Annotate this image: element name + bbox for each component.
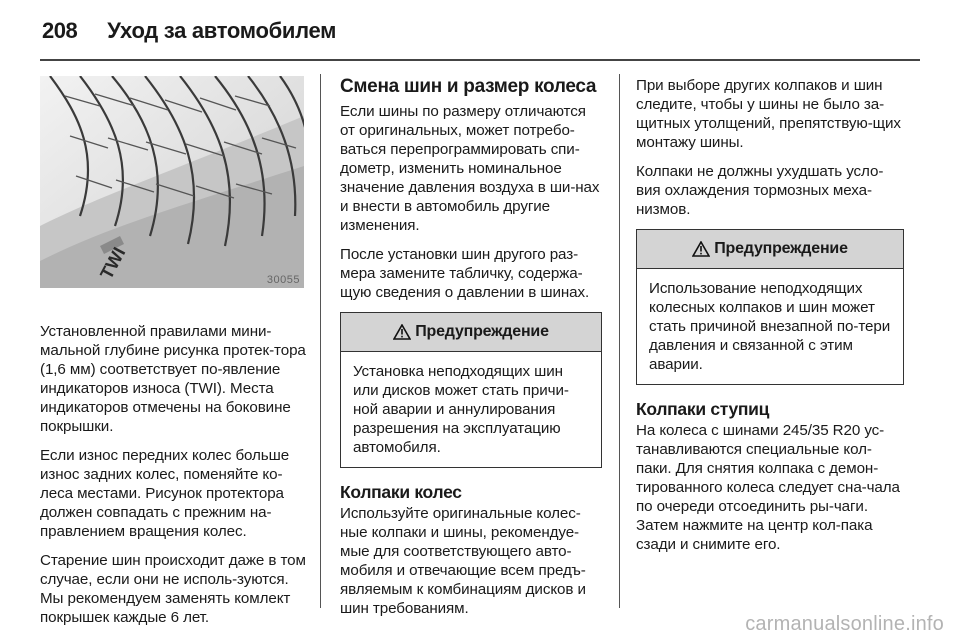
page-number: 208 [42,18,78,43]
warning-title: Предупреждение [415,323,549,340]
warning-text: Использование неподходящих колесных колпаков и шин может стать причиной внезапной по-тери давления и связанной с этим аварии. [649,280,891,373]
cover-selection-paragraph: При выборе других колпаков и шин следите, чтобы у шины не было за-щитных утолщений, препятствую-щих монтажу шины. [636,77,901,151]
column-divider-2 [619,74,620,608]
column-divider-1 [320,74,321,608]
brake-cooling-paragraph: Колпаки не должны ухудшать усло-вия охлаждения тормозных меха-низмов. [636,163,884,218]
page-title: Уход за автомобилем [107,18,337,43]
tread-depth-paragraph: Установленной правилами мини-мальной глубине рисунка протек-тора (1,6 мм) соответствует по-явление индикаторов износа (TWI). Места индикаторов отмечены на боковине покрышки. [40,323,306,435]
section-heading-hub-caps: Колпаки ступиц [636,399,770,419]
watermark-text: carmanualsonline.info [745,613,944,635]
header-divider [40,59,920,61]
warning-header [341,313,601,352]
column-right [636,76,904,564]
section-heading-tire-size: Смена шин и размер колеса [340,76,597,97]
section-heading-wheel-covers: Колпаки колес [340,482,462,502]
column-left [40,76,308,637]
tire-size-paragraph: Если шины по размеру отличаются от оригинальных, может потребо-ваться перепрограммировать спи-дометр, изменить номинальное значение давления воздуха в ши-нах и внести в автомобиль другие изменения. [340,103,600,234]
tire-tread-drawing [40,76,304,288]
wheel-covers-paragraph: Используйте оригинальные колес-ные колпаки и шины, рекомендуе-мые для соответствующего авто-мобиля и отвечающие всем предъ-являемым к комбинациям дисков и шин требованиям. [340,505,586,617]
tire-tread-illustration [40,76,304,288]
tire-aging-paragraph: Старение шин происходит даже в том случае, если они не исполь-зуются. Мы рекомендуем заменять комлект покрышек каждые 6 лет. [40,552,306,626]
hub-caps-paragraph: На колеса с шинами 245/35 R20 ус-танавливаются специальные кол-паки. Для снятия колпака с демон-тированного колеса следует сна-чала по очереди отсоединить ры-чаги. Затем нажмите на центр кол-пака сзади и снимите его. [636,422,900,553]
pressure-label-paragraph: После установки шин другого раз-мера замените табличку, содержа-щую сведения о давлении в шинах. [340,246,590,301]
warning-triangle-icon [393,324,411,340]
column-middle [340,76,602,628]
warning-title: Предупреждение [714,240,848,257]
figure-code: 30055 [266,274,300,286]
warning-box-covers [636,229,904,385]
page-header [42,18,336,48]
twi-marking-text: TWI [96,243,130,283]
warning-box-tires [340,312,602,468]
warning-text: Установка неподходящих шин или дисков может стать причи-ной аварии и аннулирования разрешения на эксплуатацию автомобиля. [353,363,569,456]
warning-triangle-icon [692,241,710,257]
warning-header [637,230,903,269]
tire-rotation-paragraph: Если износ передних колес больше износ задних колес, поменяйте ко-леса местами. Рисунок протектора должен совпадать с прежним на-правлением вращения колес. [40,447,290,540]
